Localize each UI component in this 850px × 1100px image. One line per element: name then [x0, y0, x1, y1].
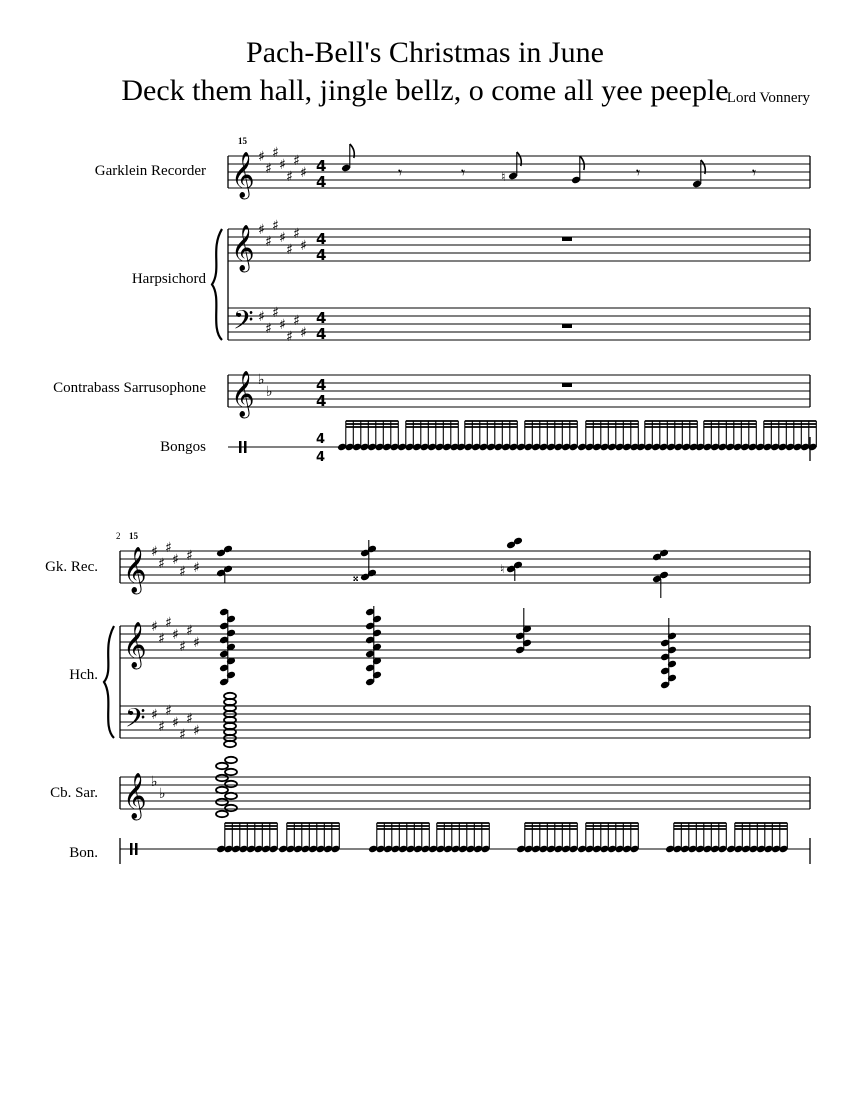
eighth-rest-icon: 𝄾 [752, 163, 757, 182]
treble-clef-icon: 𝄞 [123, 622, 147, 668]
percussion-clef [244, 441, 247, 453]
sharp-icon: ♯ [279, 317, 286, 333]
treble-clef-icon: 𝄞 [123, 547, 147, 593]
sharp-icon: ♯ [186, 623, 193, 639]
whole-rest [562, 324, 572, 328]
time-signature-bottom: 4 [316, 246, 327, 264]
percussion-clef [135, 843, 138, 855]
score-subtitle: Deck them hall, jingle bellz, o come all yee peeple [121, 74, 729, 107]
ottava-mark: 15 [129, 531, 138, 541]
percussion-clef [239, 441, 242, 453]
sharp-icon: ♯ [151, 619, 158, 635]
whole-note [225, 793, 237, 799]
eighth-rest-icon: 𝄾 [398, 163, 403, 182]
instrument-name-recorder: Garklein Recorder [94, 163, 206, 179]
instrument-name-bongos: Bongos [160, 439, 206, 455]
sharp-icon: ♯ [165, 540, 172, 556]
measure-number: 2 [116, 531, 121, 541]
percussion-clef [130, 843, 133, 855]
instrument-name-harpsichord: Harpsichord [131, 271, 206, 287]
brace [212, 229, 222, 340]
sharp-icon: ♯ [265, 234, 272, 250]
whole-note [216, 763, 228, 769]
bass-clef-icon: 𝄢 [125, 702, 146, 740]
sharp-icon: ♯ [272, 145, 279, 161]
time-signature-top: 4 [316, 376, 327, 394]
barlines [120, 156, 810, 864]
sharp-icon: ♯ [293, 226, 300, 242]
sharp-icon: ♯ [186, 548, 193, 564]
sharp-icon: ♯ [193, 635, 200, 651]
sharp-icon: ♯ [272, 305, 279, 321]
sharp-icon: ♯ [186, 711, 193, 727]
natural-icon: ♮ [501, 170, 506, 185]
sharp-icon: ♯ [193, 560, 200, 576]
whole-note [216, 775, 228, 781]
sharp-icon: ♯ [300, 238, 307, 254]
time-signature-bottom: 4 [316, 173, 327, 191]
time-signature-bottom: 4 [316, 325, 327, 343]
sharp-icon: ♯ [300, 165, 307, 181]
instrument-abbrev-harpsichord: Hch. [69, 667, 98, 683]
sharp-icon: ♯ [179, 727, 186, 743]
sharp-icon: ♯ [293, 153, 300, 169]
sharp-icon: ♯ [300, 325, 307, 341]
sharp-icon: ♯ [272, 218, 279, 234]
sharp-icon: ♯ [293, 313, 300, 329]
time-signature-top: 4 [316, 432, 326, 447]
sharp-icon: ♯ [286, 329, 293, 345]
time-signature-top: 4 [316, 230, 327, 248]
treble-clef-icon: 𝄞 [231, 225, 255, 271]
treble-clef-icon: 𝄞 [231, 152, 255, 198]
time-signature-bottom: 4 [316, 392, 327, 410]
treble-clef-icon: 𝄞 [231, 371, 255, 417]
sharp-icon: ♯ [151, 707, 158, 723]
treble-clef-icon: 𝄞 [123, 773, 147, 819]
sharp-icon: ♯ [279, 230, 286, 246]
instrument-abbrev-sarrusophone: Cb. Sar. [50, 785, 98, 801]
time-signature-top: 4 [316, 309, 327, 327]
sharp-icon: ♯ [165, 703, 172, 719]
flag [580, 156, 585, 170]
whole-note [216, 811, 228, 817]
sharp-icon: ♯ [179, 639, 186, 655]
braces [104, 229, 222, 738]
whole-note [216, 787, 228, 793]
sharp-icon: ♯ [158, 719, 165, 735]
instrument-abbrev-recorder: Gk. Rec. [45, 559, 98, 575]
sharp-icon: ♯ [279, 157, 286, 173]
whole-rest [562, 383, 572, 387]
sharp-icon: ♯ [265, 321, 272, 337]
bass-clef-icon: 𝄢 [233, 304, 254, 342]
whole-rest [562, 237, 572, 241]
sharp-icon: ♯ [286, 242, 293, 258]
sharp-icon: ♯ [158, 556, 165, 572]
time-signature-bottom: 4 [316, 450, 326, 465]
sharp-icon: ♯ [158, 631, 165, 647]
double-sharp-icon: 𝄪 [353, 570, 359, 584]
whole-note [225, 805, 237, 811]
sharp-icon: ♯ [258, 149, 265, 165]
ottava-mark: 15 [238, 136, 247, 146]
whole-note [216, 799, 228, 805]
natural-icon: ♮ [500, 562, 505, 576]
sharp-icon: ♯ [151, 544, 158, 560]
whole-note [225, 769, 237, 775]
sharp-icon: ♯ [172, 627, 179, 643]
sharp-icon: ♯ [258, 309, 265, 325]
sharp-icon: ♯ [165, 615, 172, 631]
flat-icon: ♭ [266, 384, 273, 400]
instrument-abbrev-bongos: Bon. [69, 845, 98, 861]
time-signature-top: 4 [316, 157, 327, 175]
instrument-name-sarrusophone: Contrabass Sarrusophone [53, 380, 206, 396]
sharp-icon: ♯ [258, 222, 265, 238]
sharp-icon: ♯ [179, 564, 186, 580]
brace [104, 626, 114, 738]
sharp-icon: ♯ [172, 715, 179, 731]
eighth-rest-icon: 𝄾 [636, 163, 641, 182]
sharp-icon: ♯ [172, 552, 179, 568]
composer-name: Lord Vonnery [726, 90, 810, 106]
glyphs [123, 145, 756, 821]
flat-icon: ♭ [151, 774, 158, 790]
whole-note [225, 757, 237, 763]
score-title: Pach-Bell's Christmas in June [246, 36, 604, 69]
sharp-icon: ♯ [286, 169, 293, 185]
flat-icon: ♭ [159, 786, 166, 802]
flat-icon: ♭ [258, 372, 265, 388]
sharp-icon: ♯ [265, 161, 272, 177]
eighth-rest-icon: 𝄾 [461, 163, 466, 182]
whole-note [225, 781, 237, 787]
sharp-icon: ♯ [193, 723, 200, 739]
